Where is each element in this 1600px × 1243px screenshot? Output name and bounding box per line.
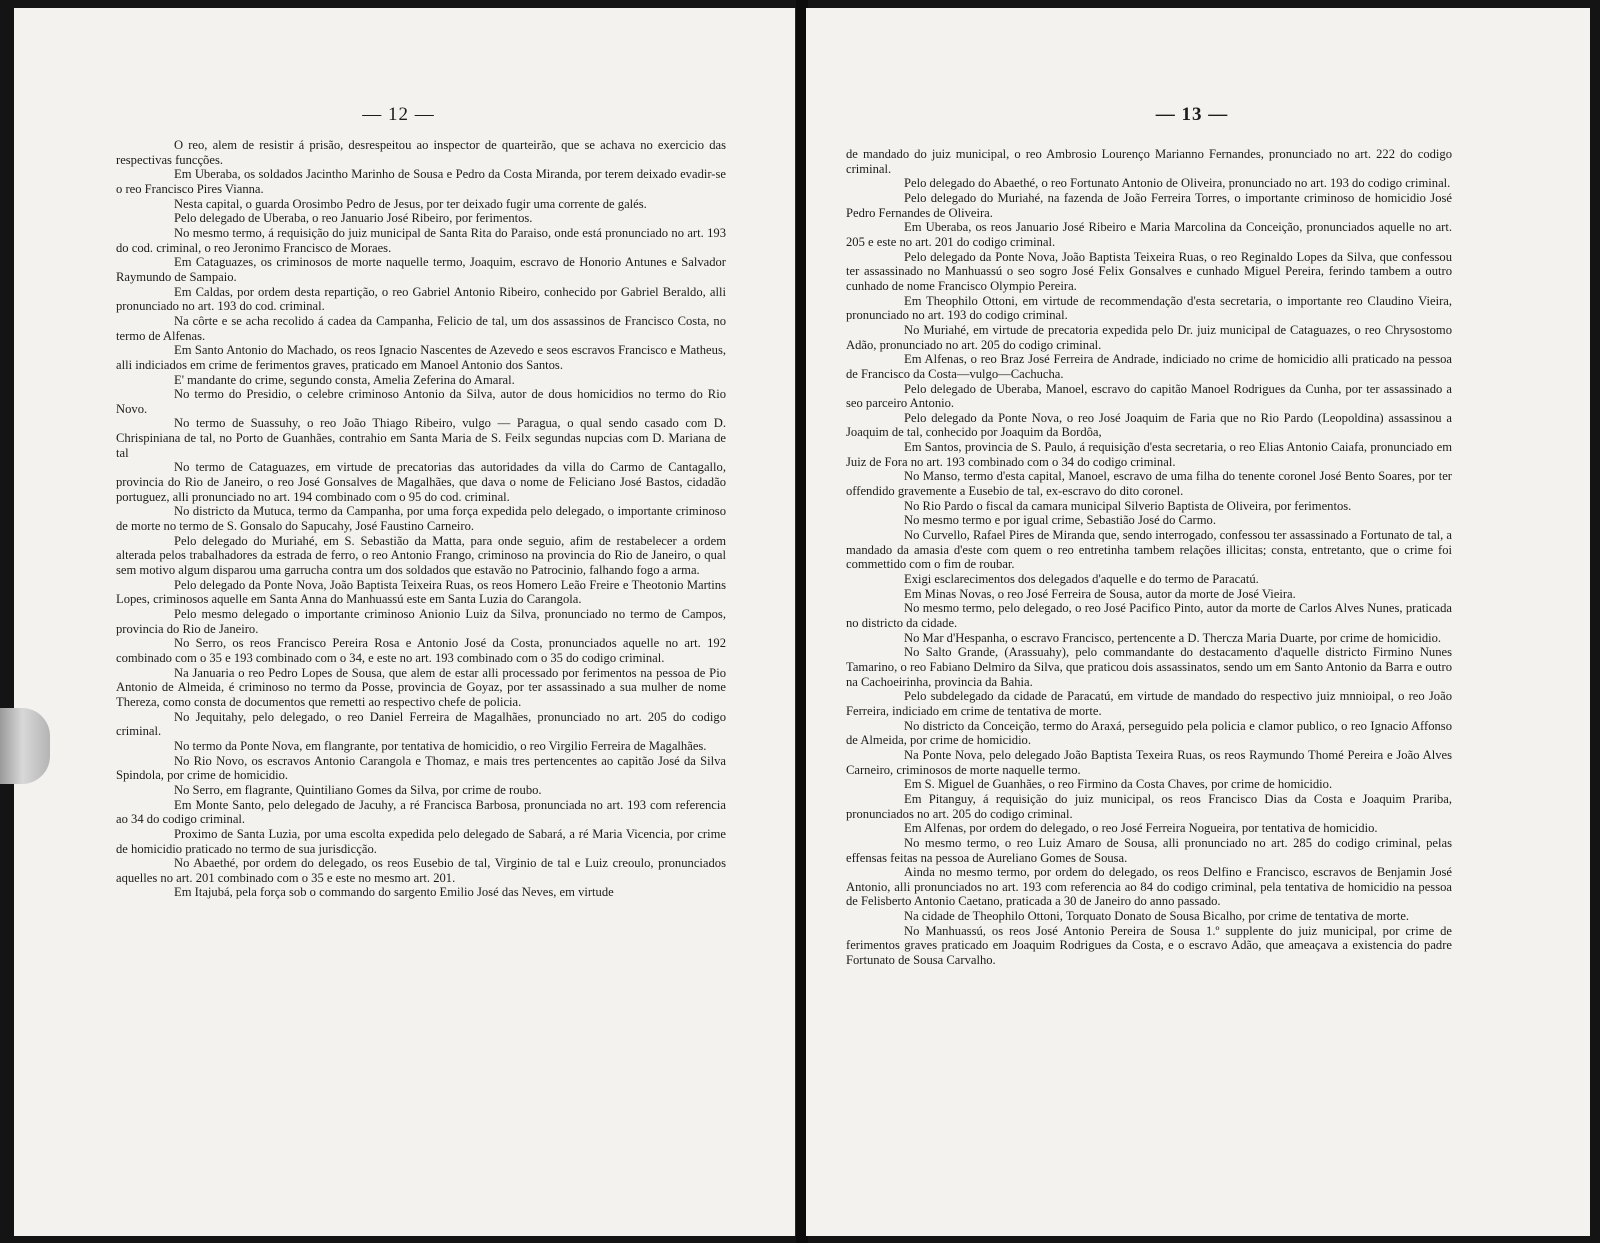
paragraph: Em Itajubá, pela força sob o commando do sargento Emilio José das Neves, em virtude [174, 885, 614, 900]
paragraph: No Salto Grande, (Arassuahy), pelo commandante do destacamento d'aquelle districto Firmino Nunes Tamarino, o reo Fabiano Delmiro da Silva, que praticou dois assassinatos, sendo um em Santo Antonio da Barra e outro na Cachoeirinha, provincia da Bahia. [846, 645, 1452, 689]
paragraph: No mesmo termo, o reo Luiz Amaro de Sousa, alli pronunciado no art. 285 do codigo criminal, pelas effensas feitas na pessoa de Aureliano Gomes de Sousa. [846, 835, 1452, 865]
paragraph: Na cidade de Theophilo Ottoni, Torquato Donato de Sousa Bicalho, por crime de tentativa de morte. [904, 909, 1410, 924]
paragraph: No Jequitahy, pelo delegado, o reo Daniel Ferreira de Magalhães, pronunciado no art. 205 do codigo criminal. [116, 709, 726, 739]
paragraph: Pelo delegado do Muriahé, em S. Sebastião da Matta, para onde seguio, afim de restabelecer a ordem alterada pelos trabalhadores da estrada de ferro, o reo Antonio Frango, criminoso na provincia do Rio de Janeiro, o qual sem motivo algum disparou uma garrucha contra um dos soldados que estavão no Patrocinio, falhando fogo a arma. [116, 533, 726, 578]
paragraph: No Serro, em flagrante, Quintiliano Gomes da Silva, por crime de roubo. [174, 782, 542, 797]
paragraph: Proximo de Santa Luzia, por uma escolta expedida pelo delegado de Sabará, a ré Maria Vicencia, por crime de homicidio praticado no termo de sua jurisdicção. [116, 826, 726, 856]
left-page-number: — 12 — [362, 104, 435, 125]
paragraph: Pelo delegado do Abaethé, o reo Fortunato Antonio de Oliveira, pronunciado no art. 193 do codigo criminal. [904, 176, 1451, 191]
paragraph: E' mandante do crime, segundo consta, Amelia Zeferina do Amaral. [174, 372, 515, 387]
paragraph: No Manso, termo d'esta capital, Manoel, escravo de uma filha do tenente coronel José Bento Soares, por ter offendido gravemente a Eusebio de tal, ex-escravo do dito coronel. [846, 469, 1452, 499]
paragraph: Em Cataguazes, os criminosos de morte naquelle termo, Joaquim, escravo de Honorio Antunes e Salvador Raymundo de Sampaio. [116, 255, 726, 284]
right-page-number: — 13 — [1155, 104, 1229, 125]
paragraph: No termo da Ponte Nova, em flangrante, por tentativa de homicidio, o reo Virgilio Ferreira de Magalhães. [174, 738, 707, 753]
paragraph: No Serro, os reos Francisco Pereira Rosa e Antonio José da Costa, pronunciados aquelle no art. 192 combinado com o 35 e 193 combinado com o 34, e este no art. 193 combinado com o 35 do codigo criminal. [116, 636, 726, 665]
paragraph: Em Santo Antonio do Machado, os reos Ignacio Nascentes de Azevedo e seos escravos Francisco e Matheus, alli indiciados em crime de ferimentos graves, praticado em Manoel Antonio dos Santos. [116, 343, 726, 372]
paragraph: Em Uberaba, os reos Januario José Ribeiro e Maria Marcolina da Conceição, pronunciados aquelle no art. 205 e este no art. 201 do codigo criminal. [846, 220, 1452, 249]
paragraph: No Mar d'Hespanha, o escravo Francisco, pertencente a D. Thercza Maria Duarte, por crime de homicidio. [904, 630, 1442, 645]
paragraph: No Rio Pardo o fiscal da camara municipal Silverio Baptista de Oliveira, por ferimentos. [904, 498, 1352, 513]
paragraph: Ainda no mesmo termo, por ordem do delegado, os reos Delfino e Francisco, escravos de Benjamin José Antonio, alli pronunciados no art. 193 com referencia ao 84 do codigo criminal, pela tentativa de homicidio na pessoa de Felisberto Antonio Caetano, praticada a 30 de Janeiro do anno passado. [846, 865, 1452, 909]
paragraph: No districto da Conceição, termo do Araxá, perseguido pela policia e clamor publico, o reo Ignacio Affonso de Almeida, por crime de homicidio. [846, 718, 1452, 748]
paragraph: Em Monte Santo, pelo delegado de Jacuhy, a ré Francisca Barbosa, pronunciada no art. 193 com referencia ao 34 do codigo criminal. [116, 797, 726, 827]
paragraph: Nesta capital, o guarda Orosimbo Pedro de Jesus, por ter deixado fugir uma corrente de galés. [174, 196, 647, 211]
paragraph: Pelo mesmo delegado o importante criminoso Anionio Luiz da Silva, pronunciado no termo de Campos, provincia do Rio de Janeiro. [116, 607, 726, 636]
right-page-text [846, 147, 1452, 968]
paragraph: No Manhuassú, os reos José Antonio Pereira de Sousa 1.º supplente do juiz municipal, por crime de ferimentos graves praticado em Joaquim Rodrigues da Costa, e o escravo Adão, que ameaçava a existencia do padre Fortunato de Sousa Carvalho. [846, 923, 1452, 968]
paragraph: Em Alfenas, por ordem do delegado, o reo José Ferreira Nogueira, por tentativa de homicidio. [904, 821, 1378, 836]
page-tab-marker [0, 708, 50, 784]
paragraph: No Muriahé, em virtude de precatoria expedida pelo Dr. juiz municipal de Cataguazes, o reo Chrysostomo Adão, pronunciado no art. 205 do codigo criminal. [846, 322, 1452, 352]
paragraph: Pelo delegado da Ponte Nova, João Baptista Teixeira Ruas, o reo Reginaldo Lopes da Silva, que confessou ter assassinado no Manhuassú o seo sogro José Felix Gonsalves e cunhado Miguel Pereira, ferindo tambem a outro cunhado de nome Francisco Olympio Pereira. [846, 249, 1452, 293]
paragraph: Exigi esclarecimentos dos delegados d'aquelle e do termo de Paracatú. [904, 572, 1259, 587]
left-page [14, 8, 798, 1236]
paragraph: No termo de Cataguazes, em virtude de precatorias das autoridades da villa do Carmo de Cantagallo, provincia do Rio de Janeiro, o reo José Gonsalves de Magalhães, que dava o nome de Feliciano José Bastos, cidadão portuguez, alli pronunciado no art. 194 combinado com o 95 do cod. criminal. [116, 460, 726, 504]
paragraph: Em Alfenas, o reo Braz José Ferreira de Andrade, indiciado no crime de homicidio alli praticado na pessoa de Francisco da Costa—vulgo—Cachucha. [846, 352, 1452, 381]
paragraph: Pelo delegado do Muriahé, na fazenda de João Ferreira Torres, o importante criminoso de homicidio José Pedro Fernandes de Oliveira. [846, 190, 1452, 220]
paragraph: No districto da Mutuca, termo da Campanha, por uma força expedida pelo delegado, o importante criminoso de morte no termo de S. Gonsalo do Sapucahy, José Faustino Carneiro. [116, 504, 726, 534]
paragraph: Na Januaria o reo Pedro Lopes de Sousa, que alem de estar alli processado por ferimentos na pessoa de Pio Antonio de Almeida, é criminoso no termo da Posse, provincia de Goyaz, por ter assassinado a sua mulher de nome Thereza, como consta de documentos que remetti ao respectivo chefe de policia. [116, 665, 726, 709]
paragraph: de mandado do juiz municipal, o reo Ambrosio Lourenço Marianno Fernandes, pronunciado no art. 222 do codigo criminal. [846, 147, 1452, 176]
paragraph: No mesmo termo, pelo delegado, o reo José Pacifico Pinto, autor da morte de Carlos Alves Nunes, praticada no districto da cidade. [846, 601, 1452, 630]
paragraph: Na Ponte Nova, pelo delegado João Baptista Texeira Ruas, os reos Raymundo Thomé Pereira e João Alves Carneiro, criminosos de morte naquelle termo. [846, 747, 1452, 777]
paragraph: Pelo delegado de Uberaba, Manoel, escravo do capitão Manoel Rodrigues da Cunha, por ter assassinado a seo parceiro Antonio. [846, 381, 1452, 411]
paragraph: Pelo delegado da Ponte Nova, João Baptista Teixeira Ruas, os reos Homero Leão Freire e Theotonio Martins Lopes, criminosos aquelle em Santa Anna do Manhuassú este em Santa Luzia do Carangola. [116, 577, 726, 607]
paragraph: Na côrte e se acha recolido á cadea da Campanha, Felicio de tal, um dos assassinos de Francisco Costa, no termo de Alfenas. [116, 313, 726, 343]
paragraph: No Curvello, Rafael Pires de Miranda que, sendo interrogado, confessou ter assassinado a Fortunato de tal, a mandado da amasia d'este com quem o reo entretinha tambem relações illicitas; consta, entretanto, que o crime foi commettido com o fim de roubar. [846, 528, 1452, 572]
paragraph: No Rio Novo, os escravos Antonio Carangola e Thomaz, e mais tres pertencentes ao capitão José da Silva Spindola, por crime de homicidio. [116, 753, 726, 783]
paragraph: Em Uberaba, os soldados Jacintho Marinho de Sousa e Pedro da Costa Miranda, por terem deixado evadir-se o reo Francisco Pires Vianna. [116, 167, 726, 196]
paragraph: Pelo delegado de Uberaba, o reo Januario José Ribeiro, por ferimentos. [174, 211, 533, 226]
left-page-text [116, 138, 726, 900]
paragraph: No termo do Presidio, o celebre criminoso Antonio da Silva, autor de dous homicidios no termo do Rio Novo. [116, 387, 726, 416]
paragraph: No mesmo termo e por igual crime, Sebastião José do Carmo. [904, 513, 1216, 528]
paragraph: Em Minas Novas, o reo José Ferreira de Sousa, autor da morte de José Vieira. [904, 586, 1296, 601]
paragraph: O reo, alem de resistir á prisão, desrespeitou ao inspector de quarteirão, que se achava no exercicio das respectivas funcções. [116, 138, 726, 167]
paragraph: Em S. Miguel de Guanhães, o reo Firmino da Costa Chaves, por crime de homicidio. [904, 777, 1333, 792]
paragraph: Em Santos, provincia de S. Paulo, á requisição d'esta secretaria, o reo Elias Antonio Caiafa, pronunciado em Juiz de Fora no art. 193 combinado com o 34 do codigo criminal. [846, 440, 1452, 469]
paragraph: Em Caldas, por ordem desta repartição, o reo Gabriel Antonio Ribeiro, conhecido por Gabriel Beraldo, alli pronunciado no art. 193 do cod. criminal. [116, 284, 726, 314]
right-page [806, 8, 1590, 1236]
paragraph: Em Theophilo Ottoni, em virtude de recommendação d'esta secretaria, o importante reo Claudino Vieira, pronunciado no art. 193 do codigo criminal. [846, 293, 1452, 323]
paragraph: Em Pitanguy, á requisição do juiz municipal, os reos Francisco Dias da Costa e Joaquim Prariba, pronunciados no art. 205 do codigo criminal. [846, 791, 1452, 821]
paragraph: No Abaethé, por ordem do delegado, os reos Eusebio de tal, Virginio de tal e Luiz creoulo, pronunciados aquelles no art. 201 combinado com o 35 e este no mesmo art. 201. [116, 856, 726, 885]
paragraph: Pelo delegado da Ponte Nova, o reo José Joaquim de Faria que no Rio Pardo (Leopoldina) assassinou a Joaquim de tal, conhecido por Joaquim da Bordôa, [846, 410, 1452, 440]
paragraph: Pelo subdelegado da cidade de Paracatú, em virtude de mandado do respectivo juiz mnnioipal, o reo João Ferreira, indiciado em crime de tentativa de morte. [846, 689, 1452, 718]
paragraph: No termo de Suassuhy, o reo João Thiago Ribeiro, vulgo — Paragua, o qual sendo casado com D. Chrispiniana de tal, no Porto de Guanhães, contrahio em Santa Maria de S. Feilx segundas nupcias com D. Mariana de tal [116, 416, 726, 460]
paragraph: No mesmo termo, á requisição do juiz municipal de Santa Rita do Paraiso, onde está pronunciado no art. 193 do cod. criminal, o reo Jeronimo Francisco de Moraes. [116, 225, 726, 255]
